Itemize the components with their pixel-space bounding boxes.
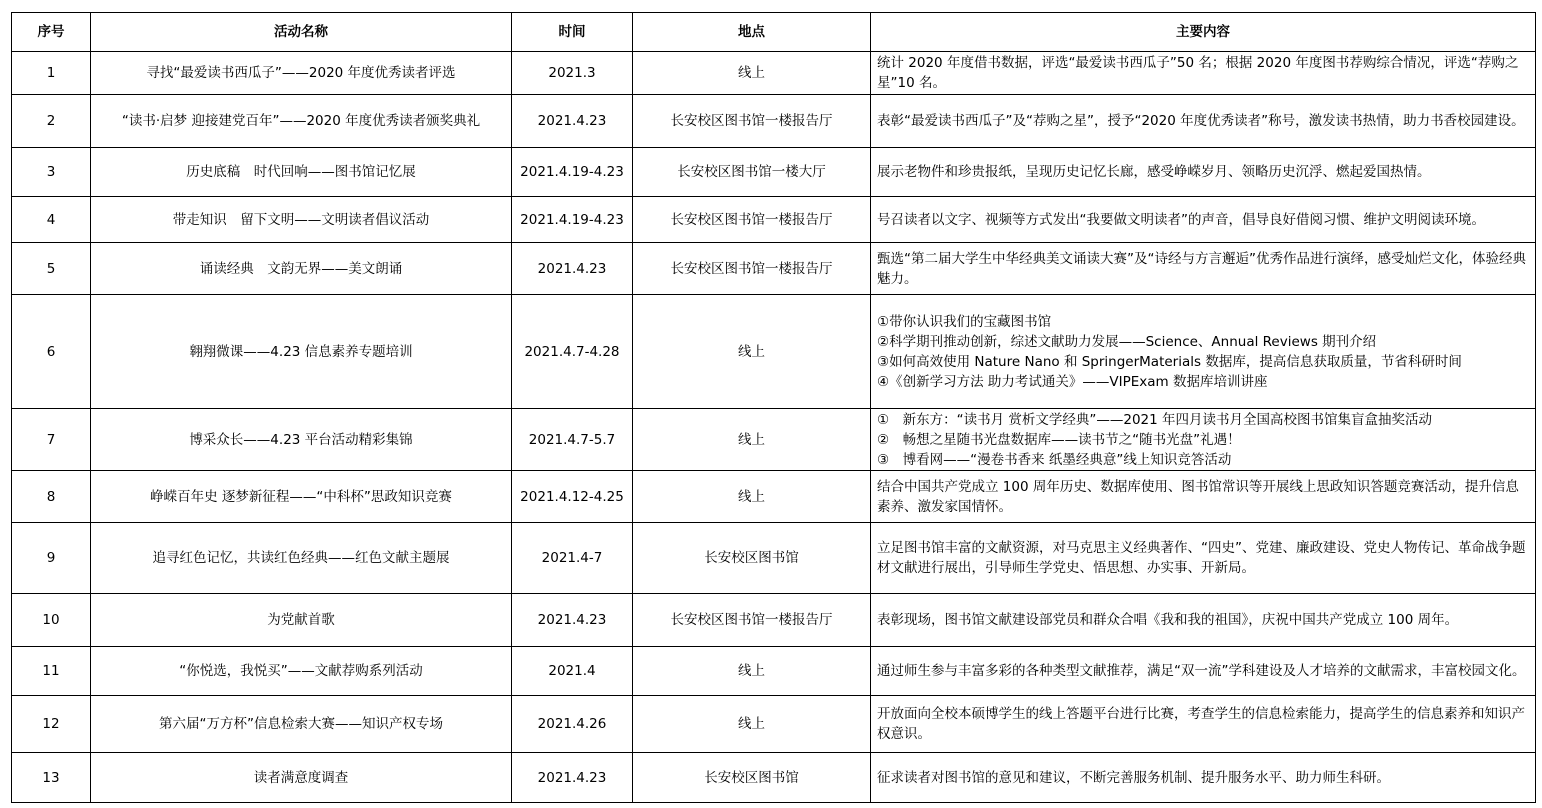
cell-content: 展示老物件和珍贵报纸，呈现历史记忆长廊，感受峥嵘岁月、领略历史沉浮、燃起爱国热情。	[871, 148, 1536, 197]
cell-place: 长安校区图书馆一楼报告厅	[633, 95, 871, 148]
cell-name: 追寻红色记忆，共读红色经典——红色文献主题展	[91, 523, 512, 594]
header-content: 主要内容	[871, 13, 1536, 52]
activity-table	[11, 12, 1536, 803]
table-row	[12, 409, 1536, 471]
cell-name: 带走知识 留下文明——文明读者倡议活动	[91, 197, 512, 243]
table-row	[12, 753, 1536, 803]
cell-no: 1	[12, 52, 91, 95]
cell-content	[871, 409, 1536, 471]
cell-no: 11	[12, 647, 91, 696]
cell-time: 2021.4.23	[512, 753, 633, 803]
cell-place: 长安校区图书馆一楼报告厅	[633, 197, 871, 243]
cell-time: 2021.3	[512, 52, 633, 95]
cell-name: “你悦选，我悦买”——文献荐购系列活动	[91, 647, 512, 696]
cell-place: 长安校区图书馆	[633, 753, 871, 803]
cell-place: 线上	[633, 696, 871, 753]
cell-content	[871, 295, 1536, 409]
cell-name: 峥嵘百年史 逐梦新征程——“中科杯”思政知识竞赛	[91, 471, 512, 523]
cell-content: 表彰“最爱读书西瓜子”及“荐购之星”，授予“2020 年度优秀读者”称号，激发读书热情，助力书香校园建设。	[871, 95, 1536, 148]
table-row	[12, 647, 1536, 696]
cell-place: 线上	[633, 647, 871, 696]
table-row	[12, 594, 1536, 647]
table-header-row	[12, 13, 1536, 52]
cell-name: 博采众长——4.23 平台活动精彩集锦	[91, 409, 512, 471]
cell-time: 2021.4.23	[512, 95, 633, 148]
content-line: ②科学期刊推动创新，综述文献助力发展——Science、Annual Reviews 期刊介绍	[877, 333, 1377, 350]
cell-no: 12	[12, 696, 91, 753]
cell-time: 2021.4.23	[512, 243, 633, 295]
table-row	[12, 471, 1536, 523]
table-row	[12, 696, 1536, 753]
cell-content: 统计 2020 年度借书数据，评选“最爱读书西瓜子”50 名；根据 2020 年度图书荐购综合情况，评选“荐购之星”10 名。	[871, 52, 1536, 95]
content-line: ① 新东方：“读书月 赏析文学经典”——2021 年四月读书月全国高校图书馆集盲盒抽奖活动	[877, 411, 1433, 428]
cell-place: 线上	[633, 52, 871, 95]
cell-time: 2021.4-7	[512, 523, 633, 594]
cell-place: 线上	[633, 471, 871, 523]
cell-time: 2021.4.7-5.7	[512, 409, 633, 471]
cell-no: 2	[12, 95, 91, 148]
cell-content: 号召读者以文字、视频等方式发出“我要做文明读者”的声音，倡导良好借阅习惯、维护文明阅读环境。	[871, 197, 1536, 243]
cell-content: 通过师生参与丰富多彩的各种类型文献推荐，满足“双一流”学科建设及人才培养的文献需求，丰富校园文化。	[871, 647, 1536, 696]
cell-time: 2021.4.19-4.23	[512, 197, 633, 243]
cell-content: 征求读者对图书馆的意见和建议，不断完善服务机制、提升服务水平、助力师生科研。	[871, 753, 1536, 803]
cell-place: 线上	[633, 295, 871, 409]
cell-no: 5	[12, 243, 91, 295]
cell-time: 2021.4	[512, 647, 633, 696]
cell-time: 2021.4.26	[512, 696, 633, 753]
table-row	[12, 243, 1536, 295]
cell-content: 立足图书馆丰富的文献资源，对马克思主义经典著作、“四史”、党建、廉政建设、党史人物传记、革命战争题材文献进行展出，引导师生学党史、悟思想、办实事、开新局。	[871, 523, 1536, 594]
activity-table-container	[11, 12, 1536, 803]
cell-no: 10	[12, 594, 91, 647]
table-row	[12, 148, 1536, 197]
cell-place: 长安校区图书馆	[633, 523, 871, 594]
cell-no: 6	[12, 295, 91, 409]
cell-content: 结合中国共产党成立 100 周年历史、数据库使用、图书馆常识等开展线上思政知识答题竞赛活动，提升信息素养、激发家国情怀。	[871, 471, 1536, 523]
table-row	[12, 52, 1536, 95]
content-line: ③ 博看网——“漫卷书香来 纸墨经典意”线上知识竞答活动	[877, 451, 1232, 468]
cell-time: 2021.4.23	[512, 594, 633, 647]
cell-name: 翱翔微课——4.23 信息素养专题培训	[91, 295, 512, 409]
cell-no: 7	[12, 409, 91, 471]
table-row	[12, 197, 1536, 243]
cell-name: 读者满意度调查	[91, 753, 512, 803]
cell-time: 2021.4.7-4.28	[512, 295, 633, 409]
cell-no: 3	[12, 148, 91, 197]
cell-name: 诵读经典 文韵无界——美文朗诵	[91, 243, 512, 295]
cell-content: 表彰现场，图书馆文献建设部党员和群众合唱《我和我的祖国》，庆祝中国共产党成立 100 周年。	[871, 594, 1536, 647]
cell-name: 寻找“最爱读书西瓜子”——2020 年度优秀读者评选	[91, 52, 512, 95]
content-line: ④《创新学习方法 助力考试通关》——VIPExam 数据库培训讲座	[877, 373, 1268, 390]
cell-time: 2021.4.19-4.23	[512, 148, 633, 197]
cell-no: 4	[12, 197, 91, 243]
content-line: ② 畅想之星随书光盘数据库——读书节之“随书光盘”礼遇！	[877, 431, 1241, 448]
table-row	[12, 295, 1536, 409]
cell-name: “读书·启梦 迎接建党百年”——2020 年度优秀读者颁奖典礼	[91, 95, 512, 148]
header-time: 时间	[512, 13, 633, 52]
cell-time: 2021.4.12-4.25	[512, 471, 633, 523]
cell-place: 长安校区图书馆一楼报告厅	[633, 243, 871, 295]
cell-name: 历史底稿 时代回响——图书馆记忆展	[91, 148, 512, 197]
cell-name: 第六届“万方杯”信息检索大赛——知识产权专场	[91, 696, 512, 753]
cell-content: 开放面向全校本硕博学生的线上答题平台进行比赛，考查学生的信息检索能力，提高学生的信息素养和知识产权意识。	[871, 696, 1536, 753]
cell-place: 长安校区图书馆一楼报告厅	[633, 594, 871, 647]
cell-no: 13	[12, 753, 91, 803]
content-line: ①带你认识我们的宝藏图书馆	[877, 313, 1052, 330]
header-no: 序号	[12, 13, 91, 52]
cell-content: 甄选“第二届大学生中华经典美文诵读大赛”及“诗经与方言邂逅”优秀作品进行演绎，感受灿烂文化，体验经典魅力。	[871, 243, 1536, 295]
cell-no: 8	[12, 471, 91, 523]
header-activity-name: 活动名称	[91, 13, 512, 52]
content-line: ③如何高效使用 Nature Nano 和 SpringerMaterials 数据库，提高信息获取质量，节省科研时间	[877, 353, 1462, 370]
table-row	[12, 523, 1536, 594]
cell-name: 为党献首歌	[91, 594, 512, 647]
cell-no: 9	[12, 523, 91, 594]
table-row	[12, 95, 1536, 148]
header-place: 地点	[633, 13, 871, 52]
cell-place: 长安校区图书馆一楼大厅	[633, 148, 871, 197]
cell-place: 线上	[633, 409, 871, 471]
